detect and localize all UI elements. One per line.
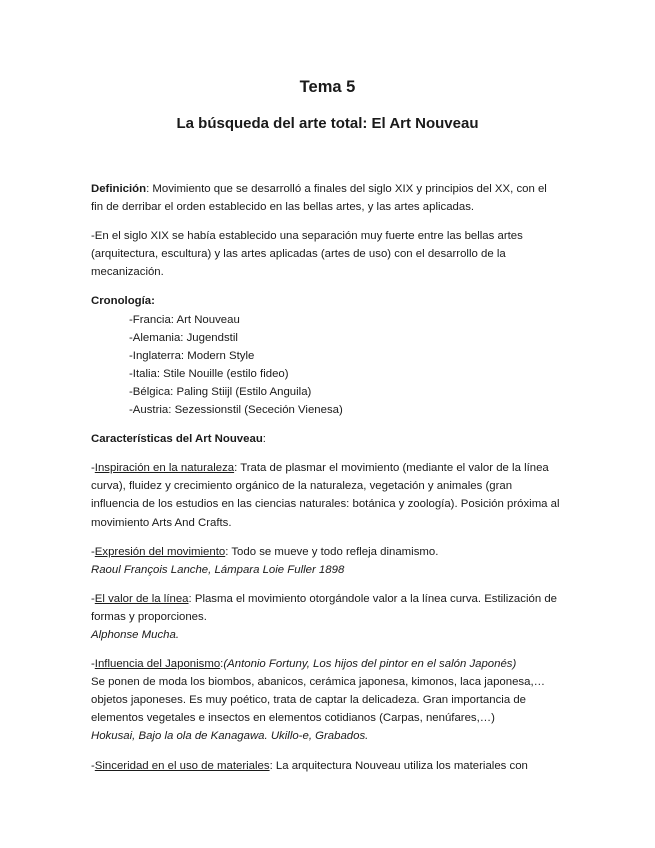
list-item: -Alemania: Jugendstil [129,331,238,344]
japonism-italic: (Antonio Fortuny, Los hijos del pintor en el salón Japonés) [223,658,517,671]
page-title: Tema 5 [299,78,356,96]
sincerity-dash: - [91,759,95,772]
line-dash: - [91,592,95,605]
characteristics-heading [91,430,561,448]
japonism-colon: : [220,658,224,671]
list-item: -Italia: Stile Nouille (estilo fideo) [129,367,289,380]
list-item: -Francia: Art Nouveau [129,313,240,326]
japonism-dash: - [91,658,95,671]
expression-text: : Todo se mueve y todo refleja dinamismo. [225,545,439,558]
line-paragraph [91,590,561,644]
definition-label: Definición [91,183,147,195]
list-item: -Austria: Sezessionstil (Sececión Vienesa) [129,404,343,417]
expression-label: Expresión del movimiento [94,545,226,558]
sincerity-paragraph [91,757,561,775]
sincerity-text: : La arquitectura Nouveau utiliza los materiales con [269,759,528,772]
chronology-label: Cronología: [91,295,155,308]
characteristics-label: Características del Art Nouveau [91,433,263,446]
japonism-text: Se ponen de moda los biombos, abanicos, cerámica japonesa, kimonos, laca japonesa,… objetos japoneses. Es muy poético, trata de captar la delicadeza. Gran importancia de elementos vegetales e insectos en elementos cotidianos (Carpas, nenúfares,…) [91,676,545,725]
expression-example: Raoul François Lanche, Lámpara Loie Fuller 1898 [91,563,345,576]
japonism-paragraph [91,655,561,745]
line-label: El valor de la línea [94,592,189,605]
line-text: : Plasma el movimiento otorgándole valor a la línea curva. Estilización de formas y proporciones. [91,592,557,623]
expression-dash: - [91,545,95,558]
characteristics-suffix: : [262,433,266,446]
inspiration-text: : Trata de plasmar el movimiento (mediante el valor de la línea curva), fluidez y crecimiento orgánico de la naturaleza, vegetación y animales (gran influencia de los estudios en las ciencias naturales: botánica y zoología). Posición próxima al movimiento Arts And Crafts. [91,462,560,529]
sincerity-label: Sinceridad en el uso de materiales [94,759,270,772]
page-subtitle: La búsqueda del arte total: El Art Nouveau [176,115,479,132]
japonism-label: Influencia del Japonismo [94,658,221,671]
separation-paragraph: -En el siglo XIX se había establecido una separación muy fuerte entre las bellas artes (arquitectura, escultura) y las artes aplicadas (artes de uso) con el desarrollo de la mecanización. [91,230,523,279]
document-body [91,180,561,786]
line-example: Alphonse Mucha. [91,628,180,641]
japonism-example: Hokusai, Bajo la ola de Kanagawa. Ukillo-e, Grabados. [91,730,369,743]
list-item: -Bélgica: Paling Stiijl (Estilo Anguila) [129,385,312,398]
definition-text: : Movimiento que se desarrolló a finales del siglo XIX y principios del XX, con el fin de derribar el orden establecido en las bellas artes, y las artes aplicadas. [91,183,547,214]
definition-paragraph [91,180,561,216]
expression-paragraph [91,543,561,579]
inspiration-dash: - [91,462,95,475]
inspiration-label: Inspiración en la naturaleza [94,462,235,475]
chronology-list [91,311,561,420]
chronology-section [91,292,561,419]
list-item: -Inglaterra: Modern Style [129,349,255,362]
inspiration-paragraph [91,459,561,531]
